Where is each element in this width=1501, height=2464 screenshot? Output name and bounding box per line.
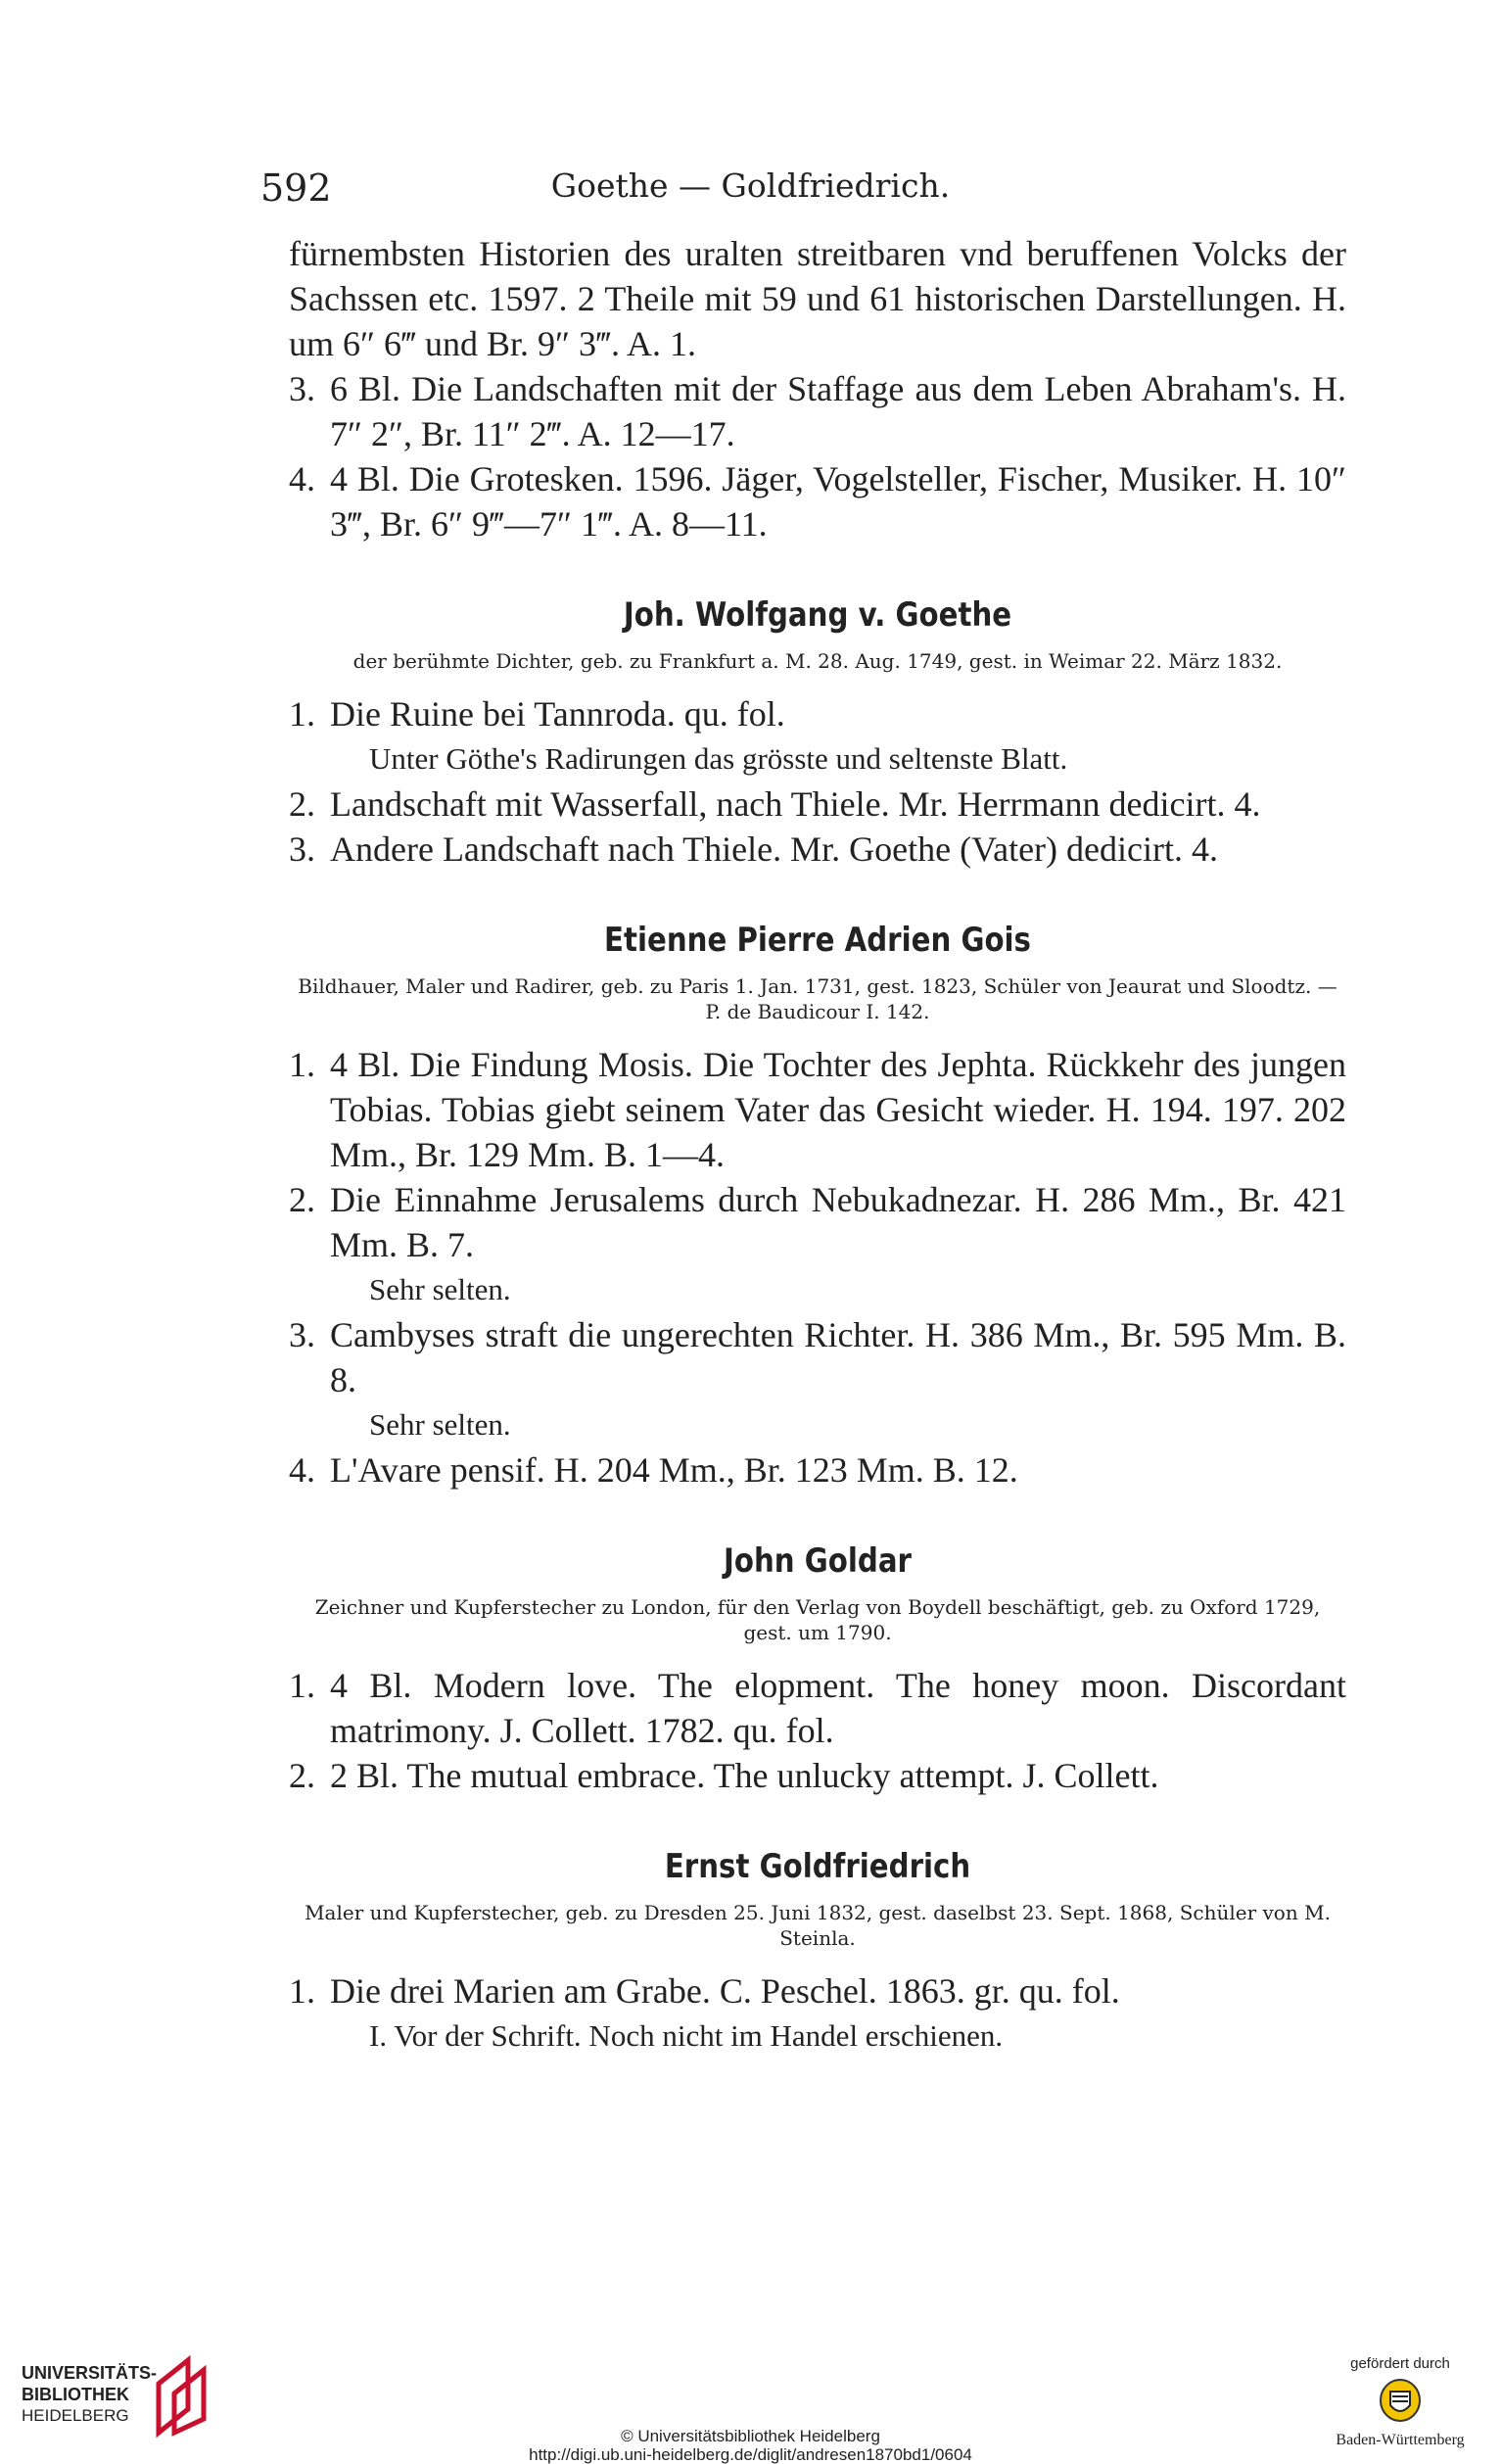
library-name-line1: UNIVERSITÄTS- <box>22 2363 158 2383</box>
list-item <box>289 782 1346 827</box>
item-text: 6 Bl. Die Landschaften mit der Staffage aus dem Leben Abraham's. H. 7″ 2″, Br. 11″ 2‴. A. 12—17. <box>330 369 1346 453</box>
item-number: 3. <box>289 1315 315 1354</box>
item-note: Sehr selten. <box>369 1272 511 1306</box>
section-goethe <box>289 592 1346 872</box>
section-title: Joh. Wolfgang v. Goethe <box>623 595 1012 635</box>
section-gois <box>289 917 1346 1493</box>
list-item <box>289 1447 1346 1493</box>
item-note: Sehr selten. <box>369 1407 511 1442</box>
library-name-line2: BIBLIOTHEK <box>22 2385 129 2404</box>
list-item <box>289 1177 1346 1312</box>
item-note: Unter Göthe's Radirungen das grösste und seltenste Blatt. <box>369 741 1068 776</box>
funder-block <box>1312 2355 1488 2449</box>
item-number: 2. <box>289 1756 315 1795</box>
list-item <box>289 456 1346 546</box>
section-description: Maler und Kupferstecher, geb. zu Dresden 25. Juni 1832, gest. daselbst 23. Sept. 1868, Schüler von M. Steinla. <box>305 1901 1331 1950</box>
funder-name: Baden-Württemberg <box>1336 2432 1465 2448</box>
section-description: der berühmte Dichter, geb. zu Frankfurt a. M. 28. Aug. 1749, gest. in Weimar 22. März 1832. <box>352 649 1283 673</box>
intro-paragraph: fürnembsten Historien des uralten streitbaren vnd beruffenen Volcks der Sachssen etc. 1597. 2 Theile mit 59 und 61 historischen Darstellungen. H. um 6″ 6‴ und Br. 9″ 3‴. A. 1. <box>289 234 1346 363</box>
item-text: 4 Bl. Die Findung Mosis. Die Tochter des Jephta. Rückkehr des jungen Tobias. Tobias giebt seinem Vater das Gesicht wieder. H. 194. 197. 202 Mm., Br. 129 Mm. B. 1—4. <box>330 1045 1346 1174</box>
list-item <box>289 691 1346 782</box>
list-item <box>289 1042 1346 1177</box>
running-title: Goethe — Goldfriedrich. <box>550 166 951 205</box>
list-item <box>289 827 1346 872</box>
item-number: 2. <box>289 784 315 824</box>
item-text: Cambyses straft die ungerechten Richter. H. 386 Mm., Br. 595 Mm. B. 8. <box>330 1315 1346 1399</box>
list-item <box>289 366 1346 456</box>
section-description: Zeichner und Kupferstecher zu London, für den Verlag von Boydell beschäftigt, geb. zu Oxford 1729, gest. um 1790. <box>314 1595 1321 1644</box>
coat-of-arms-icon <box>1379 2378 1422 2423</box>
item-number: 4. <box>289 459 315 498</box>
item-number: 4. <box>289 1450 315 1490</box>
item-number: 1. <box>289 694 315 734</box>
item-note: I. Vor der Schrift. Noch nicht im Handel erschienen. <box>369 2018 1004 2053</box>
section-title: Etienne Pierre Adrien Gois <box>604 921 1031 960</box>
list-item <box>289 1312 1346 1447</box>
library-name-line3: HEIDELBERG <box>22 2406 129 2425</box>
funded-by-label: gefördert durch <box>1350 2355 1450 2372</box>
item-number: 3. <box>289 829 315 869</box>
item-number: 3. <box>289 369 315 408</box>
section-title: Ernst Goldfriedrich <box>664 1847 971 1886</box>
item-number: 1. <box>289 1045 315 1084</box>
copyright-text: © Universitätsbibliothek Heidelberg <box>621 2427 880 2445</box>
item-number: 1. <box>289 1971 315 2011</box>
section-goldar <box>289 1538 1346 1798</box>
section-title: John Goldar <box>724 1541 912 1581</box>
item-text: 4 Bl. Die Grotesken. 1596. Jäger, Vogelsteller, Fischer, Musiker. H. 10″ 3‴, Br. 6″ 9‴—7″ 1‴. A. 8—11. <box>330 459 1346 544</box>
list-item <box>289 1968 1346 2059</box>
section-description: Bildhauer, Maler und Radirer, geb. zu Paris 1. Jan. 1731, gest. 1823, Schüler von Jeaurat und Sloodtz. — P. de Baudicour I. 142. <box>298 974 1337 1023</box>
item-text: Die Einnahme Jerusalems durch Nebukadnezar. H. 286 Mm., Br. 421 Mm. B. 7. <box>330 1180 1346 1264</box>
list-item <box>289 1753 1346 1798</box>
item-text: 4 Bl. Modern love. The elopment. The honey moon. Discordant matrimony. J. Collett. 1782. qu. fol. <box>330 1666 1346 1750</box>
item-text: L'Avare pensif. H. 204 Mm., Br. 123 Mm. B. 12. <box>330 1450 1018 1490</box>
page-number: 592 <box>260 166 332 210</box>
list-item <box>289 1663 1346 1753</box>
item-text: Die drei Marien am Grabe. C. Peschel. 1863. gr. qu. fol. <box>330 1971 1120 2011</box>
page-body <box>289 231 1346 2059</box>
source-url-link[interactable]: http://digi.ub.uni-heidelberg.de/diglit/andresen1870bd1/0604 <box>529 2445 972 2464</box>
library-logo[interactable] <box>22 2362 217 2427</box>
footer-credits <box>0 2427 1501 2464</box>
item-number: 1. <box>289 1666 315 1705</box>
item-number: 2. <box>289 1180 315 1219</box>
item-text: Die Ruine bei Tannroda. qu. fol. <box>330 694 785 734</box>
section-goldfriedrich <box>289 1843 1346 2059</box>
item-text: Landschaft mit Wasserfall, nach Thiele. Mr. Herrmann dedicirt. 4. <box>330 784 1261 824</box>
item-text: 2 Bl. The mutual embrace. The unlucky attempt. J. Collett. <box>330 1756 1159 1795</box>
item-text: Andere Landschaft nach Thiele. Mr. Goethe (Vater) dedicirt. 4. <box>330 829 1218 869</box>
